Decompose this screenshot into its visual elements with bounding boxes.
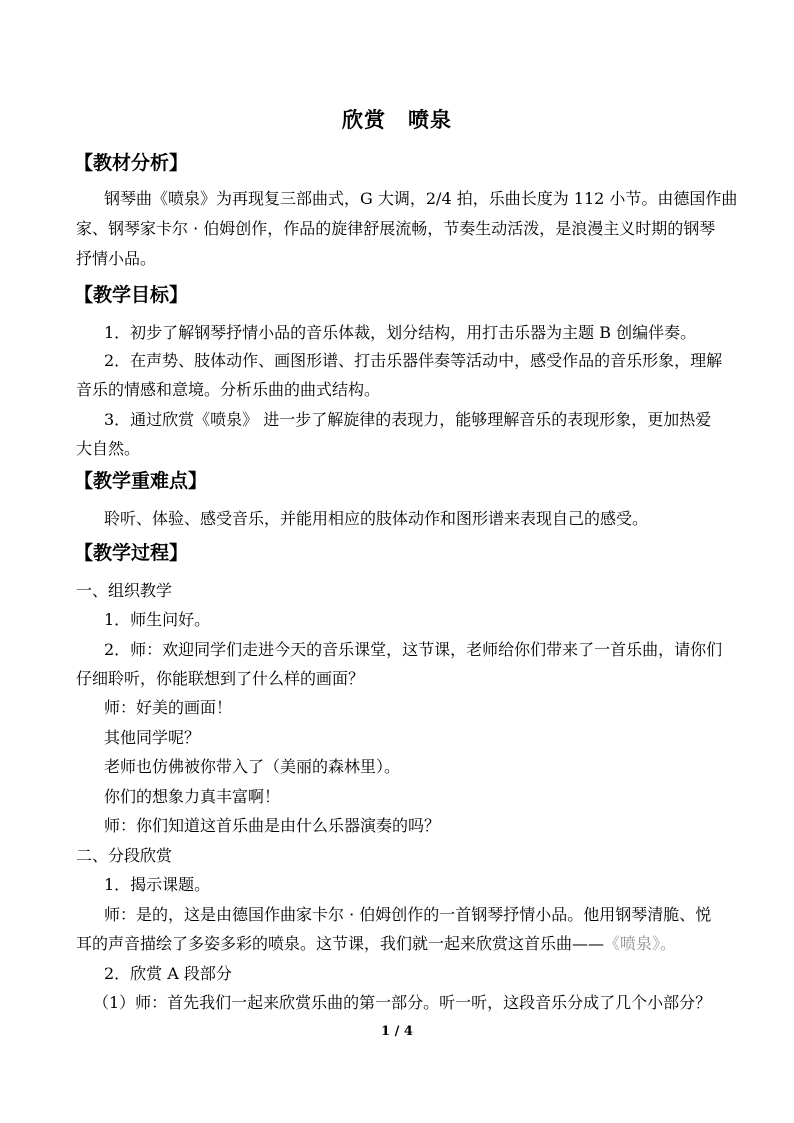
process-line: 师：你们知道这首乐曲是由什么乐器演奏的吗？ bbox=[104, 816, 441, 835]
process-line: 仔细聆听，你能联想到了什么样的画面？ bbox=[76, 669, 365, 688]
process-line: 2．欣赏 A 段部分 bbox=[104, 964, 232, 983]
process-line: （1）师：首先我们一起来欣赏乐曲的第一部分。听一听，这段音乐分成了几个小部分？ bbox=[93, 993, 712, 1012]
piece-title-reference: 《喷泉》。 bbox=[604, 934, 677, 953]
process-line: 师：好美的画面！ bbox=[104, 698, 233, 717]
process-line-text: 耳的声音描绘了多姿多彩的喷泉。这节课，我们就一起来欣赏这首乐曲—— bbox=[76, 934, 605, 953]
process-line: 2．师：欢迎同学们走进今天的音乐课堂，这节课，老师给你们带来了一首乐曲，请你们 bbox=[104, 640, 723, 659]
heading-analysis: 【教材分析】 bbox=[74, 152, 189, 174]
process-step-1: 一、组织教学 bbox=[76, 581, 173, 600]
process-line: 1．揭示课题。 bbox=[104, 875, 211, 894]
goal-3-line-1: 3．通过欣赏《喷泉》 进一步了解旋律的表现力，能够理解音乐的表现形象，更加热爱 bbox=[104, 410, 712, 429]
process-step-2: 二、分段欣赏 bbox=[76, 846, 173, 865]
process-line: 其他同学呢？ bbox=[104, 728, 201, 747]
process-line: 你们的想象力真丰富啊！ bbox=[104, 787, 281, 806]
analysis-line-3: 抒情小品。 bbox=[76, 249, 157, 268]
page-number: 1 / 4 bbox=[381, 1024, 413, 1039]
page-title: 欣赏 喷泉 bbox=[342, 107, 452, 132]
heading-goals: 【教学目标】 bbox=[74, 284, 189, 306]
goal-1: 1．初步了解钢琴抒情小品的音乐体裁，划分结构，用打击乐器为主题 B 创编伴奏。 bbox=[104, 323, 697, 342]
process-line: 老师也仿佛被你带入了（美丽的森林里）。 bbox=[104, 757, 401, 776]
key-points-line: 聆听、体验、感受音乐，并能用相应的肢体动作和图形谱来表现自己的感受。 bbox=[104, 509, 649, 528]
goal-3-line-2: 大自然。 bbox=[76, 439, 141, 458]
process-line bbox=[76, 929, 676, 958]
goal-2-line-2: 音乐的情感和意境。分析乐曲的曲式结构。 bbox=[76, 380, 381, 399]
analysis-line-2: 家、钢琴家卡尔 · 伯姆创作，作品的旋律舒展流畅，节奏生动活泼，是浪漫主义时期的钢琴 bbox=[76, 219, 716, 238]
process-line: 师：是的，这是由德国作曲家卡尔 · 伯姆创作的一首钢琴抒情小品。他用钢琴清脆、悦 bbox=[104, 905, 712, 924]
goal-2-line-1: 2．在声势、肢体动作、画图形谱、打击乐器伴奏等活动中，感受作品的音乐形象，理解 bbox=[104, 351, 723, 370]
heading-key-points: 【教学重难点】 bbox=[74, 470, 208, 492]
process-line: 1．师生问好。 bbox=[104, 610, 211, 629]
analysis-line-1: 钢琴曲《喷泉》为再现复三部曲式，G 大调，2/4 拍，乐曲长度为 112 小节。由德国作曲 bbox=[104, 189, 738, 208]
heading-process: 【教学过程】 bbox=[74, 542, 189, 564]
